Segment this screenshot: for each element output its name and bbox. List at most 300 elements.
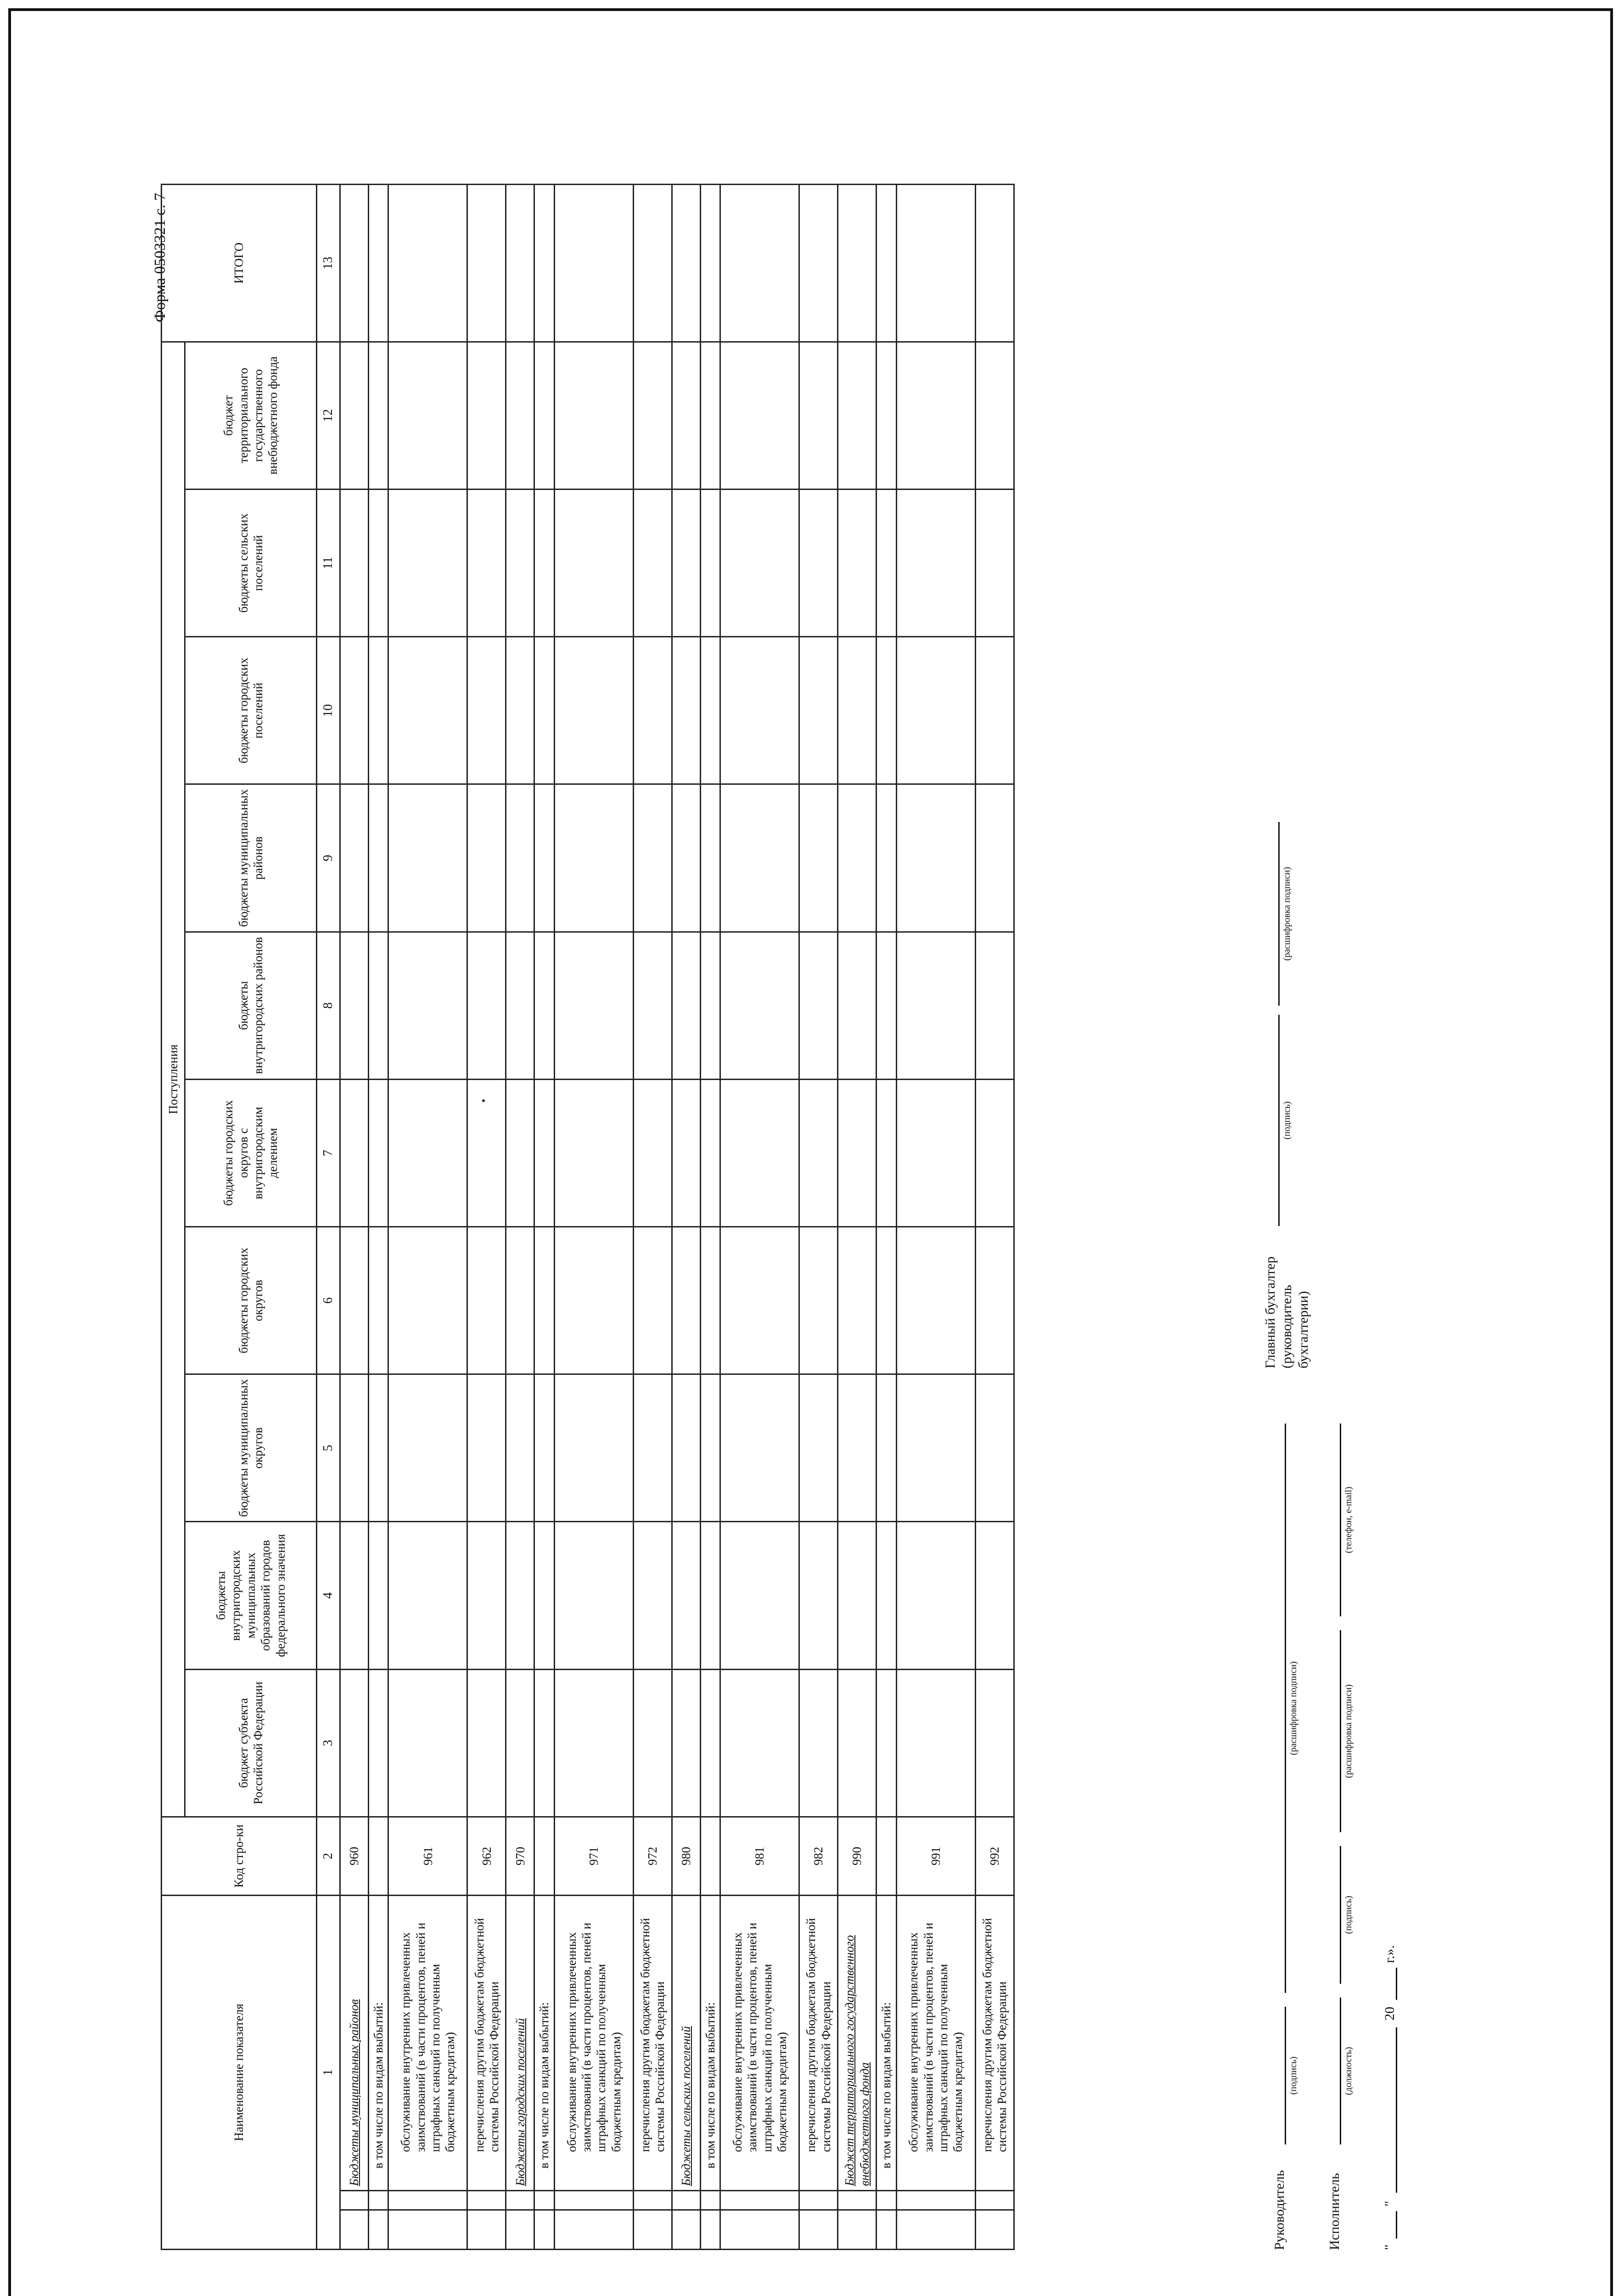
value-cell [672,1669,700,1817]
value-cell [720,342,799,489]
head-decoding-caption: (расшифровка подписи) [1288,1661,1298,1756]
table-body [340,185,1014,2250]
col-number: 3 [317,1669,340,1817]
row-code: 980 [672,1817,700,1895]
value-cell [896,1227,975,1374]
executor-phone-caption: (телефон, e-mail) [1343,1486,1354,1553]
value-cell [633,490,672,637]
value-cell [534,490,554,637]
row-blank-cell [799,2190,838,2210]
value-cell [340,784,369,932]
table-row [633,185,672,2250]
accountant-label: Главный бухгалтер [1263,1256,1278,1368]
value-cell [896,185,975,342]
row-blank-cell [554,2190,633,2210]
row-blank-cell [896,2210,975,2250]
value-cell [506,342,534,489]
row-name: в том числе по видам выбытий: [700,1896,720,2190]
row-blank-cell [975,2210,1014,2250]
value-cell [554,185,633,342]
value-cell [506,1669,534,1817]
row-blank-cell [720,2210,799,2250]
value-cell [720,1522,799,1669]
value-cell [799,932,838,1079]
head-signature-caption: (подпись) [1288,2056,1298,2095]
row-code: 981 [720,1817,799,1895]
value-cell [838,1669,877,1817]
value-cell [838,490,877,637]
value-cell [975,1522,1014,1669]
col-number: 10 [317,637,340,784]
value-cell [720,490,799,637]
value-cell [554,1374,633,1522]
value-cell [633,342,672,489]
value-cell [975,637,1014,784]
table-row [388,185,467,2250]
value-cell [720,1374,799,1522]
value-cell [672,784,700,932]
accountant-label-2: (руководитель [1279,1284,1294,1368]
value-cell [700,1669,720,1817]
header-col-9: бюджеты муниципальных районов [185,784,317,932]
date-year-line [1396,1968,1397,2000]
value-cell [506,637,534,784]
value-cell [633,185,672,342]
header-col-12: бюджет территориального государственного внебюджетного фонда [185,342,317,489]
table-row [700,185,720,2250]
row-code: 971 [554,1817,633,1895]
report-table [161,184,1015,2250]
executor-position-line [1340,1998,1341,2144]
value-cell [838,342,877,489]
value-cell [467,1079,506,1227]
value-cell [554,932,633,1079]
table-row [896,185,975,2250]
value-cell [388,1522,467,1669]
date-quote-close: " [1382,2200,1397,2206]
value-cell [467,342,506,489]
table-row [799,185,838,2250]
table-row [340,185,369,2250]
value-cell [506,490,534,637]
value-cell [672,1227,700,1374]
value-cell [340,490,369,637]
value-cell [700,1079,720,1227]
executor-decoding-caption: (расшифровка подписи) [1343,1684,1354,1778]
row-code: 962 [467,1817,506,1895]
value-cell [467,784,506,932]
value-cell [877,1079,896,1227]
header-total: ИТОГО [162,185,317,342]
row-blank-cell [700,2210,720,2250]
date-day-line [1396,2211,1397,2239]
row-name: обслуживание внутренних привлеченных заимствований (в части процентов, пеней и штрафных санкций по полученным бюджетным кредитам) [720,1896,799,2190]
value-cell [877,185,896,342]
value-cell [554,342,633,489]
row-code: 990 [838,1817,877,1895]
executor-position-caption: (должность) [1343,2047,1354,2095]
value-cell [369,784,388,932]
value-cell [534,637,554,784]
row-code [369,1817,388,1895]
value-cell [720,784,799,932]
header-col-6: бюджеты городских округов [185,1227,317,1374]
value-cell [975,185,1014,342]
value-cell [340,1669,369,1817]
value-cell [388,1669,467,1817]
value-cell [838,637,877,784]
value-cell [877,1522,896,1669]
value-cell [799,185,838,342]
row-blank-cell [467,2210,506,2250]
table-row [506,185,534,2250]
value-cell [369,342,388,489]
value-cell [799,1374,838,1522]
row-code: 972 [633,1817,672,1895]
value-cell [506,185,534,342]
row-blank-cell [700,2190,720,2210]
row-blank-cell [672,2190,700,2210]
head-decoding-line [1285,1424,1286,1993]
row-code [534,1817,554,1895]
row-name: перечисления другим бюджетам бюджетной системы Российской Федерации [467,1896,506,2190]
header-col-10: бюджеты городских поселений [185,637,317,784]
value-cell [554,637,633,784]
value-cell [838,185,877,342]
value-cell [340,185,369,342]
row-blank-cell [534,2210,554,2250]
value-cell [672,1079,700,1227]
row-blank-cell [799,2210,838,2250]
row-blank-cell [506,2190,534,2210]
value-cell [534,784,554,932]
value-cell [388,1079,467,1227]
value-cell [506,784,534,932]
value-cell [388,1227,467,1374]
row-name: в том числе по видам выбытий: [369,1896,388,2190]
row-blank-cell [877,2190,896,2210]
executor-decoding-line [1340,1630,1341,1832]
value-cell [506,1227,534,1374]
row-blank-cell [720,2190,799,2210]
value-cell [672,342,700,489]
value-cell [388,342,467,489]
value-cell [633,932,672,1079]
row-blank-cell [554,2210,633,2250]
value-cell [534,1227,554,1374]
value-cell [838,1227,877,1374]
value-cell [838,1522,877,1669]
row-blank-cell [877,2210,896,2250]
value-cell [896,1522,975,1669]
accountant-signature-caption: (подпись) [1282,1101,1292,1140]
col-number: 12 [317,342,340,489]
value-cell [975,784,1014,932]
row-code: 982 [799,1817,838,1895]
value-cell [720,1227,799,1374]
value-cell [799,490,838,637]
row-name: перечисления другим бюджетам бюджетной системы Российской Федерации [799,1896,838,2190]
row-name: перечисления другим бюджетам бюджетной системы Российской Федерации [633,1896,672,2190]
date-quote-open: " [1382,2244,1397,2250]
value-cell [633,637,672,784]
value-cell [554,1227,633,1374]
row-code: 991 [896,1817,975,1895]
value-cell [975,1079,1014,1227]
header-name: Наименование показателя [162,1896,317,2250]
value-cell [340,932,369,1079]
value-cell [975,1669,1014,1817]
head-label: Руководитель [1272,2170,1287,2250]
value-cell [838,1374,877,1522]
value-cell [720,1669,799,1817]
value-cell [340,1079,369,1227]
row-code: 961 [388,1817,467,1895]
value-cell [534,1374,554,1522]
value-cell [467,1522,506,1669]
value-cell [838,932,877,1079]
date-month-line [1396,2027,1397,2193]
header-col-11: бюджеты сельских поселений [185,490,317,637]
value-cell [467,637,506,784]
row-blank-cell [388,2190,467,2210]
row-blank-cell [369,2190,388,2210]
value-cell [388,185,467,342]
value-cell [700,490,720,637]
executor-signature-line [1340,1846,1341,1984]
value-cell [633,1079,672,1227]
value-cell [896,637,975,784]
row-name: перечисления другим бюджетам бюджетной системы Российской Федерации [975,1896,1014,2190]
value-cell [799,1227,838,1374]
table-row [672,185,700,2250]
value-cell [799,1079,838,1227]
scan-speck [482,1099,485,1102]
value-cell [896,1669,975,1817]
header-col-5: бюджеты муниципальных округов [185,1374,317,1522]
value-cell [700,1522,720,1669]
executor-signature-caption: (подпись) [1343,1896,1354,1934]
header-col-3: бюджет субъекта Российской Федерации [185,1669,317,1817]
accountant-decoding-caption: (расшифровка подписи) [1282,867,1292,961]
row-code: 970 [506,1817,534,1895]
row-code: 960 [340,1817,369,1895]
value-cell [672,185,700,342]
date-suffix: г.». [1382,1945,1397,1963]
value-cell [534,185,554,342]
value-cell [340,342,369,489]
row-code [700,1817,720,1895]
value-cell [340,1374,369,1522]
accountant-decoding-line [1278,822,1280,1006]
value-cell [720,1079,799,1227]
value-cell [720,185,799,342]
value-cell [467,185,506,342]
value-cell [388,490,467,637]
value-cell [340,637,369,784]
value-cell [633,784,672,932]
row-name: Бюджеты сельских поселений [672,1896,700,2190]
value-cell [838,1079,877,1227]
value-cell [369,1374,388,1522]
table-row [838,185,877,2250]
value-cell [369,1522,388,1669]
header-col-8: бюджеты внутригородских районов [185,932,317,1079]
value-cell [877,1374,896,1522]
row-name: Бюджеты муниципальных районов [340,1896,369,2190]
table-row [877,185,896,2250]
value-cell [506,1522,534,1669]
value-cell [896,784,975,932]
value-cell [340,1522,369,1669]
value-cell [506,1374,534,1522]
col-number: 1 [317,1896,340,2250]
value-cell [896,342,975,489]
value-cell [554,490,633,637]
value-cell [896,932,975,1079]
row-blank-cell [896,2190,975,2210]
value-cell [877,637,896,784]
accountant-signature-line [1278,1015,1280,1226]
row-blank-cell [506,2210,534,2250]
value-cell [700,784,720,932]
value-cell [896,1079,975,1227]
value-cell [388,932,467,1079]
row-blank-cell [975,2190,1014,2210]
header-code: Код стро-ки [162,1817,317,1895]
table-row [467,185,506,2250]
row-name: Бюджеты городских поселений [506,1896,534,2190]
value-cell [388,637,467,784]
head-signature-line [1285,2007,1286,2144]
value-cell [799,342,838,489]
row-blank-cell [838,2190,877,2210]
value-cell [467,1374,506,1522]
table-row [720,185,799,2250]
value-cell [369,1669,388,1817]
value-cell [877,932,896,1079]
col-number: 7 [317,1079,340,1227]
row-blank-cell [672,2210,700,2250]
row-blank-cell [340,2190,369,2210]
value-cell [799,637,838,784]
value-cell [975,342,1014,489]
header-col-7: бюджеты городских округов с внутригородским делением [185,1079,317,1227]
value-cell [975,1374,1014,1522]
value-cell [799,784,838,932]
value-cell [720,932,799,1079]
value-cell [554,1079,633,1227]
value-cell [388,1374,467,1522]
header-col-4: бюджеты внутригородских муниципальных образований городов федерального значения [185,1522,317,1669]
value-cell [554,1669,633,1817]
value-cell [720,637,799,784]
value-cell [700,1374,720,1522]
value-cell [672,932,700,1079]
value-cell [700,342,720,489]
value-cell [369,185,388,342]
value-cell [633,1669,672,1817]
value-cell [975,932,1014,1079]
row-blank-cell [369,2210,388,2250]
col-number: 5 [317,1374,340,1522]
value-cell [877,490,896,637]
row-blank-cell [388,2210,467,2250]
header-income-group: Поступления [162,342,185,1817]
value-cell [467,1227,506,1374]
value-cell [369,637,388,784]
value-cell [672,1522,700,1669]
col-number: 13 [317,185,340,342]
value-cell [534,932,554,1079]
value-cell [633,1374,672,1522]
col-number: 8 [317,932,340,1079]
executor-phone-line [1340,1424,1341,1616]
value-cell [506,1079,534,1227]
table-row [534,185,554,2250]
table-row [554,185,633,2250]
value-cell [534,342,554,489]
value-cell [467,1669,506,1817]
value-cell [896,490,975,637]
row-blank-cell [534,2190,554,2210]
value-cell [975,1227,1014,1374]
row-code: 992 [975,1817,1014,1895]
value-cell [700,185,720,342]
accountant-label-3: бухгалтерии) [1296,1291,1311,1368]
value-cell [799,1522,838,1669]
value-cell [554,784,633,932]
row-code [877,1817,896,1895]
col-number: 6 [317,1227,340,1374]
value-cell [700,1227,720,1374]
value-cell [633,1522,672,1669]
value-cell [877,342,896,489]
value-cell [369,1227,388,1374]
col-number: 2 [317,1817,340,1895]
value-cell [369,490,388,637]
table-row [975,185,1014,2250]
row-name: в том числе по видам выбытий: [877,1896,896,2190]
row-name: обслуживание внутренних привлеченных заимствований (в части процентов, пеней и штрафных санкций по полученным бюджетным кредитам) [554,1896,633,2190]
table-row [369,185,388,2250]
value-cell [672,490,700,637]
value-cell [799,1669,838,1817]
value-cell [877,1227,896,1374]
value-cell [340,1227,369,1374]
row-name: в том числе по видам выбытий: [534,1896,554,2190]
value-cell [672,1374,700,1522]
col-number: 9 [317,784,340,932]
value-cell [896,1374,975,1522]
date-century: 20 [1382,2007,1397,2020]
value-cell [369,1079,388,1227]
value-cell [877,1669,896,1817]
value-cell [700,637,720,784]
col-number: 11 [317,490,340,637]
value-cell [534,1522,554,1669]
row-blank-cell [633,2210,672,2250]
executor-label: Исполнитель [1327,2173,1342,2250]
value-cell [369,932,388,1079]
value-cell [506,932,534,1079]
row-name: обслуживание внутренних привлеченных заимствований (в части процентов, пеней и штрафных санкций по полученным бюджетным кредитам) [388,1896,467,2190]
value-cell [467,932,506,1079]
row-blank-cell [340,2210,369,2250]
value-cell [633,1227,672,1374]
value-cell [534,1079,554,1227]
value-cell [467,490,506,637]
